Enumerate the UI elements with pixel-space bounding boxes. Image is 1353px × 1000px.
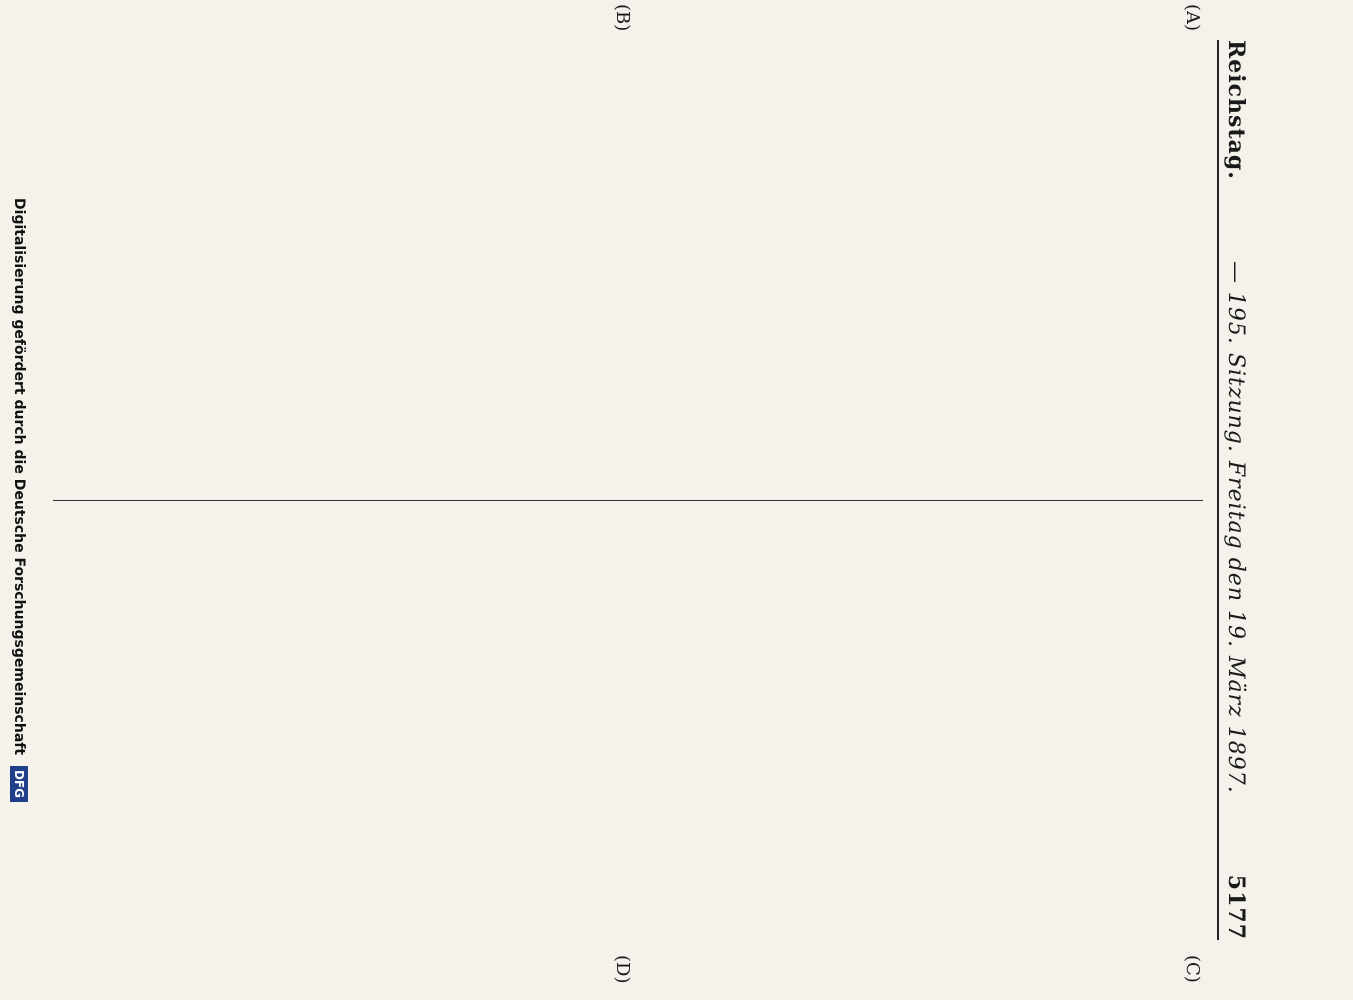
page-number: 5177 xyxy=(1223,874,1249,940)
margin-letter-c: (C) xyxy=(1182,955,1203,983)
dfg-logo: DFG xyxy=(10,766,28,802)
digitization-credit xyxy=(4,0,28,1000)
credit-text: Digitalisierung gefördert durch die Deutsche Forschungsgemeinschaft xyxy=(11,198,27,756)
text-column-left xyxy=(53,40,1213,480)
text-column-right xyxy=(53,520,1213,960)
margin-letter-a: (A) xyxy=(1182,4,1203,32)
header-session-date: — 195. Sitzung. Freitag den 19. März 1897. xyxy=(1223,260,1248,794)
margin-letter-b: (B) xyxy=(612,4,633,32)
header-title: Reichstag. xyxy=(1223,40,1249,180)
column-divider xyxy=(53,500,1203,501)
margin-letter-d: (D) xyxy=(612,955,633,984)
page-header xyxy=(1217,40,1263,940)
